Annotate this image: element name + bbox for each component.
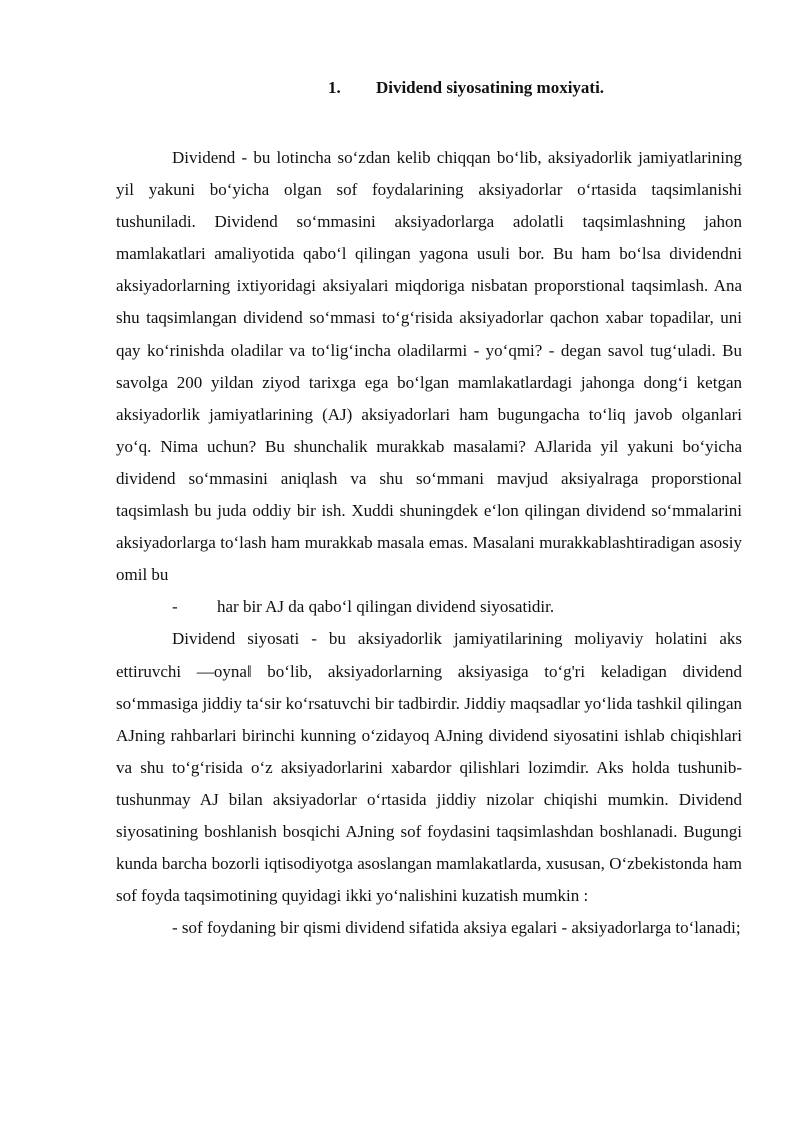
dash-item-text: har bir AJ da qabo‘l qilingan dividend siyosatidir. (217, 597, 555, 617)
section-title: Dividend siyosatining moxiyati. (375, 78, 605, 97)
paragraph: Dividend - bu lotincha so‘zdan kelib chiqqan bo‘lib, aksiyadorlik jamiyatlarining yil yakuni bo‘yicha olgan sof foydalarining aksiyadorlar o‘rtasida taqsimlanishi tushuniladi. Dividend so‘mmasini aksiyadorlarga adolatli taqsimlashning jahon mamlakatlari amaliyotida qabo‘l qilingan yagona usuli bor. Bu ham bo‘lsa dividendni aksiyadorlarning ixtiyoridagi aksiyalari miqdoriga nisbatan proporstional taqsimlash. Ana shu taqsimlangan dividend so‘mmasi to‘g‘risida aksiyadorlar qachon xabar topadilar, uni qay ko‘rinishda oladilar va to‘lig‘incha oladilarmi - yo‘qmi? - degan savol tug‘uladi. Bu savolga 200 yildan ziyod tarixga ega bo‘lgan mamlakatlardagi jahonga dong‘i ketgan aksiyadorlik jamiyatlarining (AJ) aksiyadorlari ham bugungacha to‘liq javob olganlari yo‘q. Nima uchun? Bu shunchalik murakkab masalami? AJlarida yil yakuni bo‘yicha dividend so‘mmasini aniqlash va shu so‘mmani mavjud aksiyalraga proporstional taqsimlash bu juda oddiy bir ish. Xuddi shuningdek e‘lon qilingan dividend so‘mmalarini aksiyadorlarga to‘lash ham murakkab masala emas. Masalani murakkablashtiradigan asosiy omil bu (116, 148, 742, 585)
dash-list-item (116, 591, 742, 623)
section-number: 1. (327, 78, 341, 97)
paragraph: - sof foydaning bir qismi dividend sifatida aksiya egalari - aksiyadorlarga to‘lanadi; (172, 918, 741, 938)
section-heading (0, 76, 800, 100)
paragraph: Dividend siyosati - bu aksiyadorlik jamiyatilarining moliyaviy holatini aks ettiruvchi ―oyna‖ bo‘lib, aksiyadorlarning aksiyasiga to‘g'ri keladigan dividend so‘mmasiga jiddiy ta‘sir ko‘rsatuvchi bir tadbirdir. Jiddiy maqsadlar yo‘lida tashkil qilingan AJning rahbarlari birinchi kunning o‘zidayoq AJning dividend siyosatini ishlab chiqishlari va shu to‘g‘risida o‘z aksiyadorlarini xabardor qilishlari lozimdir. Aks holda tushunib-tushunmay AJ bilan aksiyadorlar o‘rtasida jiddiy nizolar chiqishi mumkin. Dividend siyosatining boshlanish bosqichi AJning sof foydasini taqsimlashdan boshlanadi. Bugungi kunda barcha bozorli iqtisodiyotga asoslangan mamlakatlarda, xususan, O‘zbekistonda ham sof foyda taqsimotining quyidagi ikki yo‘nalishini kuzatish mumkin : (116, 629, 742, 906)
dash-marker: - (172, 597, 178, 617)
body-text (116, 142, 742, 944)
